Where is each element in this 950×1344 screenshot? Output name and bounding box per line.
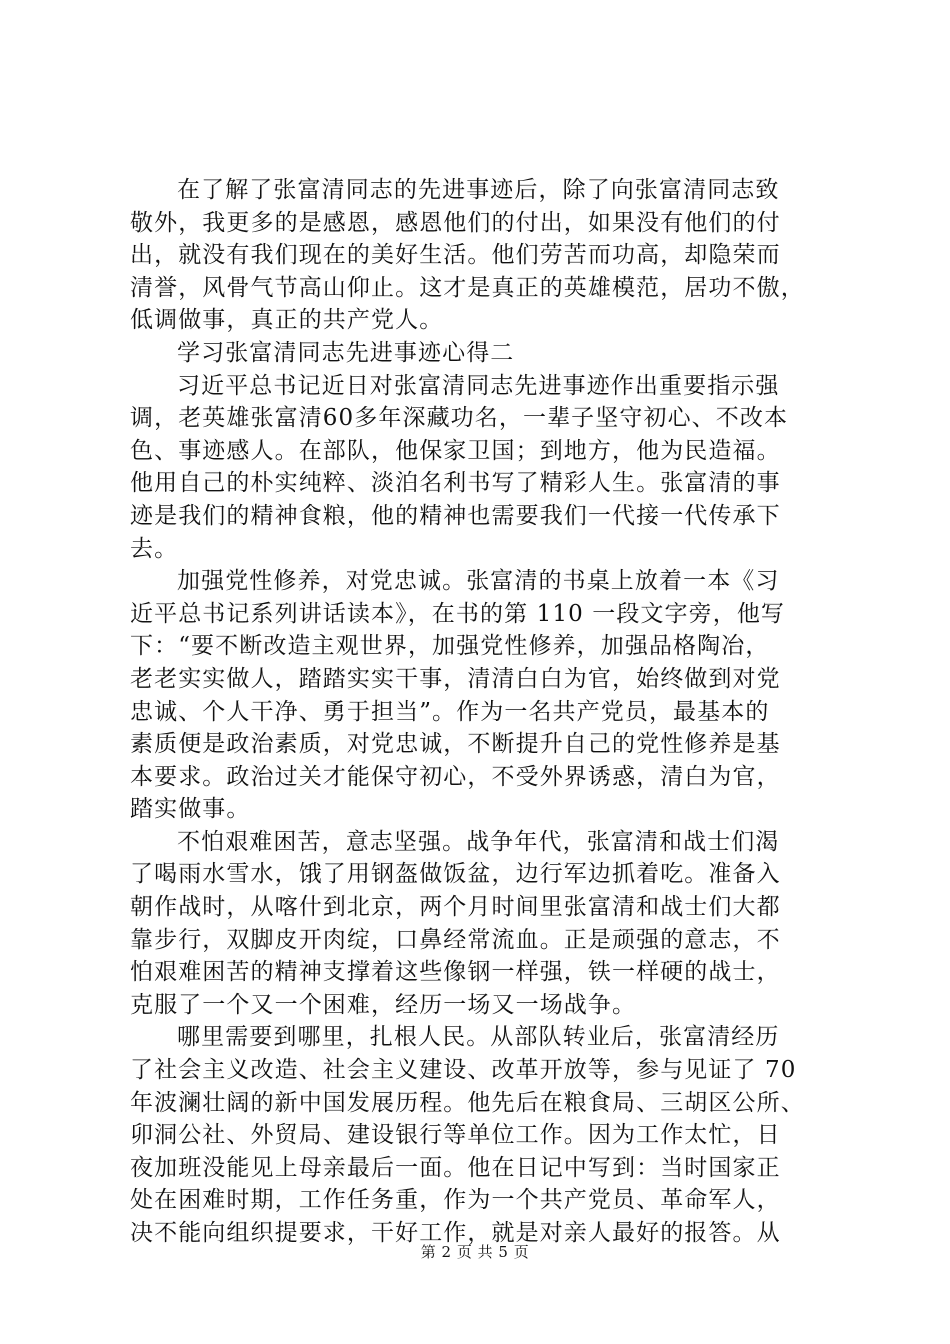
text-line: 了喝雨水雪水，饿了用钢盔做饭盆，边行军边抓着吃。准备入 bbox=[130, 861, 781, 888]
text-line: 清誉，风骨气节高山仰止。这才是真正的英雄模范，居功不傲， bbox=[130, 274, 805, 301]
text-line: 年波澜壮阔的新中国发展历程。他先后在粮食局、三胡区公所、 bbox=[130, 1089, 805, 1116]
text-line: 加强党性修养，对党忠诚。张富清的书桌上放着一本《习 bbox=[177, 568, 780, 595]
text-line: 踏实做事。 bbox=[130, 796, 251, 823]
text-line: 习近平总书记近日对张富清同志先进事迹作出重要指示强 bbox=[177, 372, 780, 399]
text-line: 去。 bbox=[130, 535, 179, 562]
text-line: 素质便是政治素质，对党忠诚，不断提升自己的党性修养是基 bbox=[130, 731, 781, 758]
page-footer: 第 2 页 共 5 页 bbox=[420, 1243, 530, 1261]
text-line: 学习张富清同志先进事迹心得二 bbox=[177, 339, 515, 366]
text-line: 色、事迹感人。在部队，他保家卫国；到地方，他为民造福。 bbox=[130, 437, 781, 464]
text-line: 下：“要不断改造主观世界，加强党性修养，加强品格陶冶， bbox=[130, 633, 770, 660]
text-line: 哪里需要到哪里，扎根人民。从部队转业后，张富清经历 bbox=[177, 1024, 780, 1051]
text-line: 了社会主义改造、社会主义建设、改革开放等，参与见证了 70 bbox=[130, 1057, 797, 1084]
text-line: 调，老英雄张富清60多年深藏功名，一辈子坚守初心、不改本 bbox=[130, 405, 789, 432]
text-line: 在了解了张富清同志的先进事迹后，除了向张富清同志致 bbox=[177, 177, 780, 203]
text-line: 怕艰难困苦的精神支撑着这些像钢一样强，铁一样硬的战士， bbox=[130, 959, 781, 986]
text-line: 低调做事，真正的共产党人。 bbox=[130, 307, 444, 334]
text-line: 忠诚、个人干净、勇于担当”。作为一名共产党员，最基本的 bbox=[130, 698, 770, 725]
text-line: 处在困难时期，工作任务重，作为一个共产党员、革命军人， bbox=[130, 1187, 781, 1214]
text-line: 本要求。政治过关才能保守初心，不受外界诱惑，清白为官， bbox=[130, 763, 781, 790]
text-line: 他用自己的朴实纯粹、淡泊名利书写了精彩人生。张富清的事 bbox=[130, 470, 781, 497]
text-line: 卯洞公社、外贸局、建设银行等单位工作。因为工作太忙，日 bbox=[130, 1122, 781, 1149]
text-line: 决不能向组织提要求，干好工作，就是对亲人最好的报答。从 bbox=[130, 1220, 781, 1246]
text-line: 克服了一个又一个困难，经历一场又一场战争。 bbox=[130, 991, 637, 1018]
text-line: 近平总书记系列讲话读本》，在书的第 110 一段文字旁，他写 bbox=[130, 600, 786, 627]
text-line: 朝作战时，从喀什到北京，两个月时间里张富清和战士们大都 bbox=[130, 894, 781, 921]
text-line: 出，就没有我们现在的美好生活。他们劳苦而功高，却隐荣而 bbox=[130, 242, 781, 269]
text-line: 敬外，我更多的是感恩，感恩他们的付出，如果没有他们的付 bbox=[130, 209, 781, 236]
document-body bbox=[130, 174, 830, 1250]
text-line: 迹是我们的精神食粮，他的精神也需要我们一代接一代传承下 bbox=[130, 502, 781, 529]
text-line: 夜加班没能见上母亲最后一面。他在日记中写到：当时国家正 bbox=[130, 1154, 781, 1181]
text-line: 靠步行，双脚皮开肉绽，口鼻经常流血。正是顽强的意志，不 bbox=[130, 926, 781, 953]
text-line: 老老实实做人，踏踏实实干事，清清白白为官，始终做到对党 bbox=[130, 665, 781, 692]
text-line: 不怕艰难困苦，意志坚强。战争年代，张富清和战士们渴 bbox=[177, 828, 780, 855]
